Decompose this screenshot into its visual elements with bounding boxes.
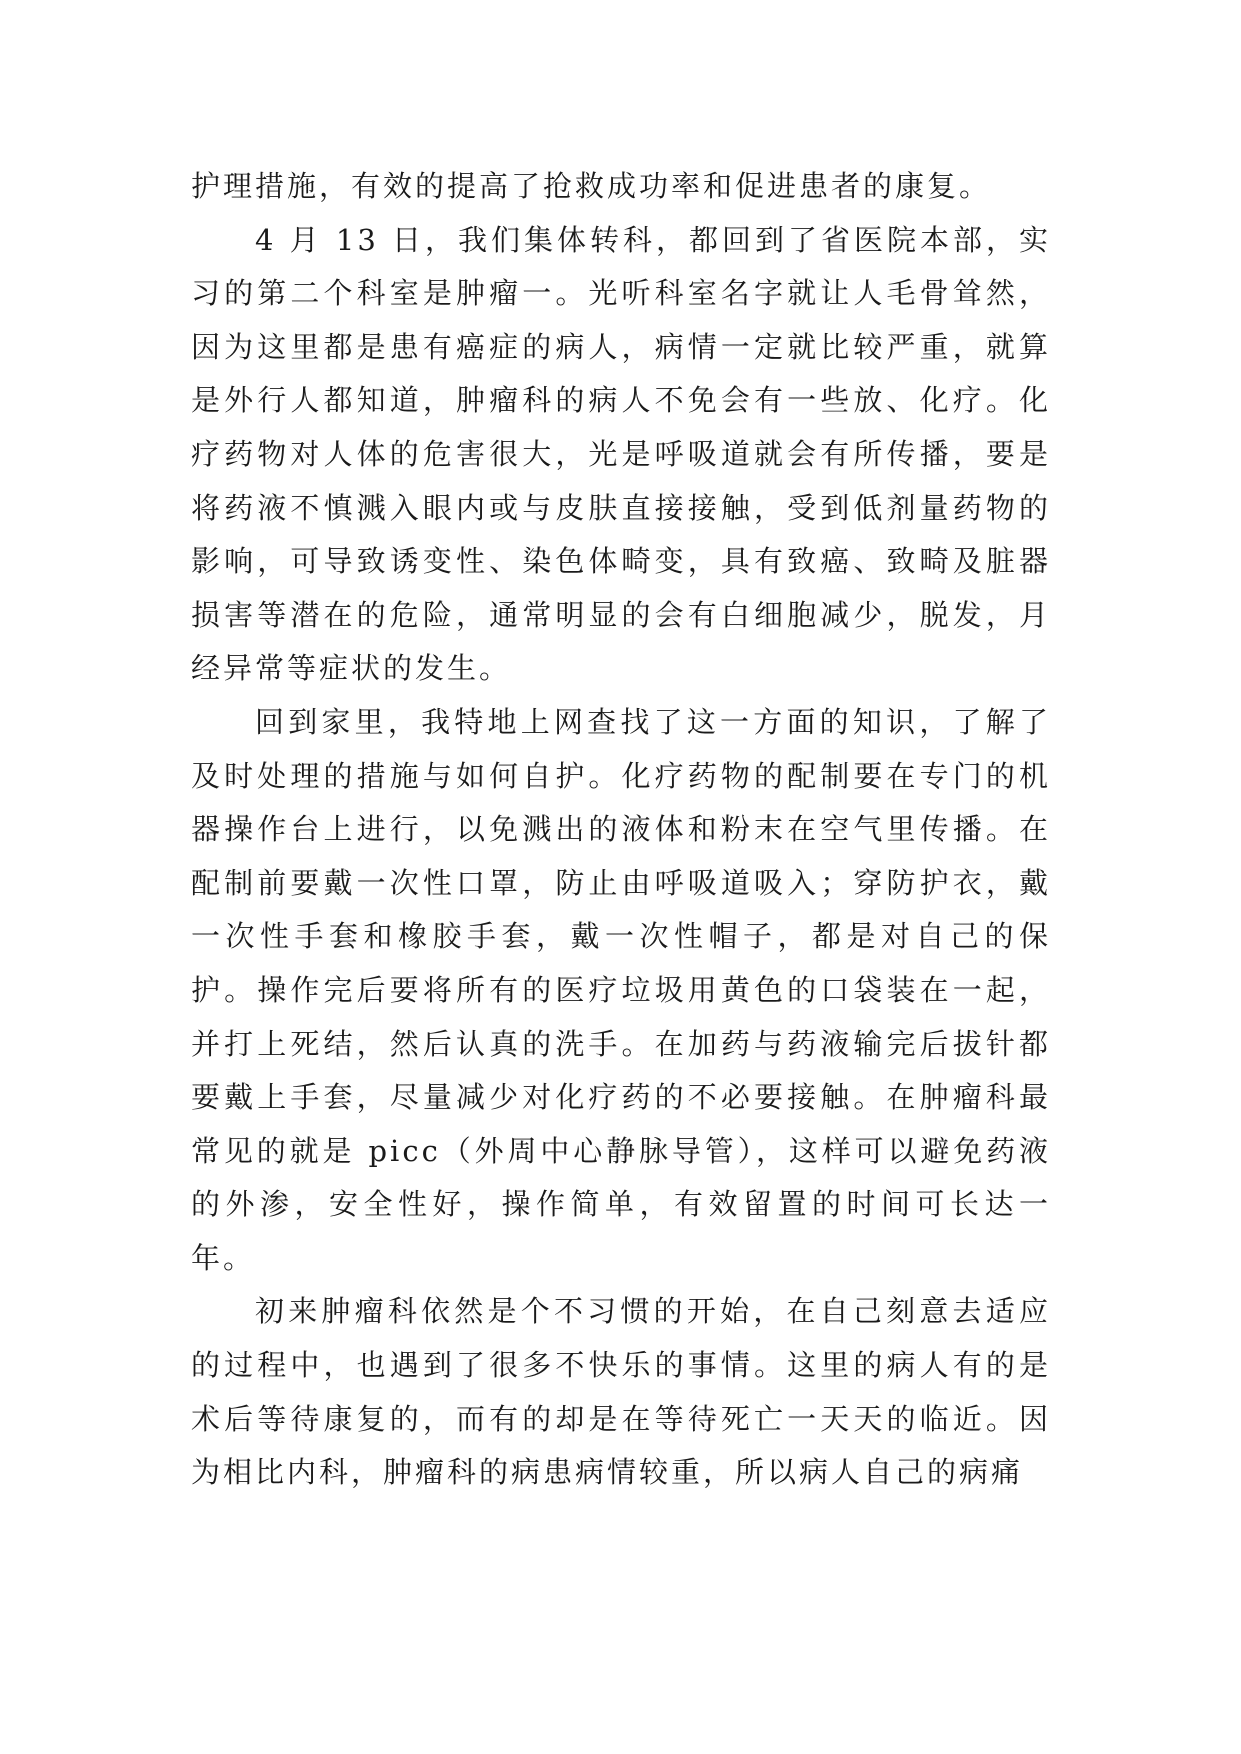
paragraph-department-transfer: 4 月 13 日，我们集体转科，都回到了省医院本部，实习的第二个科室是肿瘤一。光听科室名字就让人毛骨耸然，因为这里都是患有癌症的病人，病情一定就比较严重，就算是外行人都知道，肿瘤科的病人不免会有一些放、化疗。化疗药物对人体的危害很大，光是呼吸道就会有所传播，要是将药液不慎溅入眼内或与皮肤直接接触，受到低剂量药物的影响，可导致诱变性、染色体畸变，具有致癌、致畸及脏器损害等潜在的危险，通常明显的会有白细胞减少，脱发，月经异常等症状的发生。 (191, 222, 1051, 686)
paragraph-oncology-experience: 初来肿瘤科依然是个不习惯的开始，在自己刻意去适应的过程中，也遇到了很多不快乐的事情。这里的病人有的是术后等待康复的，而有的却是在等待死亡一天天的临近。因为相比内科，肿瘤科的病患病情较重，所以病人自己的病痛 (191, 1294, 1051, 1490)
paragraph-continued: 护理措施，有效的提高了抢救成功率和促进患者的康复。 (191, 169, 992, 203)
document-body (191, 160, 1051, 1500)
paragraph-chemotherapy-protection: 回到家里，我特地上网查找了这一方面的知识，了解了及时处理的措施与如何自护。化疗药物的配制要在专门的机器操作台上进行，以免溅出的液体和粉末在空气里传播。在配制前要戴一次性口罩，防止由呼吸道吸入；穿防护衣，戴一次性手套和橡胶手套，戴一次性帽子，都是对自己的保护。操作完后要将所有的医疗垃圾用黄色的口袋装在一起，并打上死结，然后认真的洗手。在加药与药液输完后拔针都要戴上手套，尽量减少对化疗药的不必要接触。在肿瘤科最常见的就是 picc（外周中心静脉导管），这样可以避免药液的外渗，安全性好，操作简单，有效留置的时间可长达一年。 (191, 704, 1051, 1275)
